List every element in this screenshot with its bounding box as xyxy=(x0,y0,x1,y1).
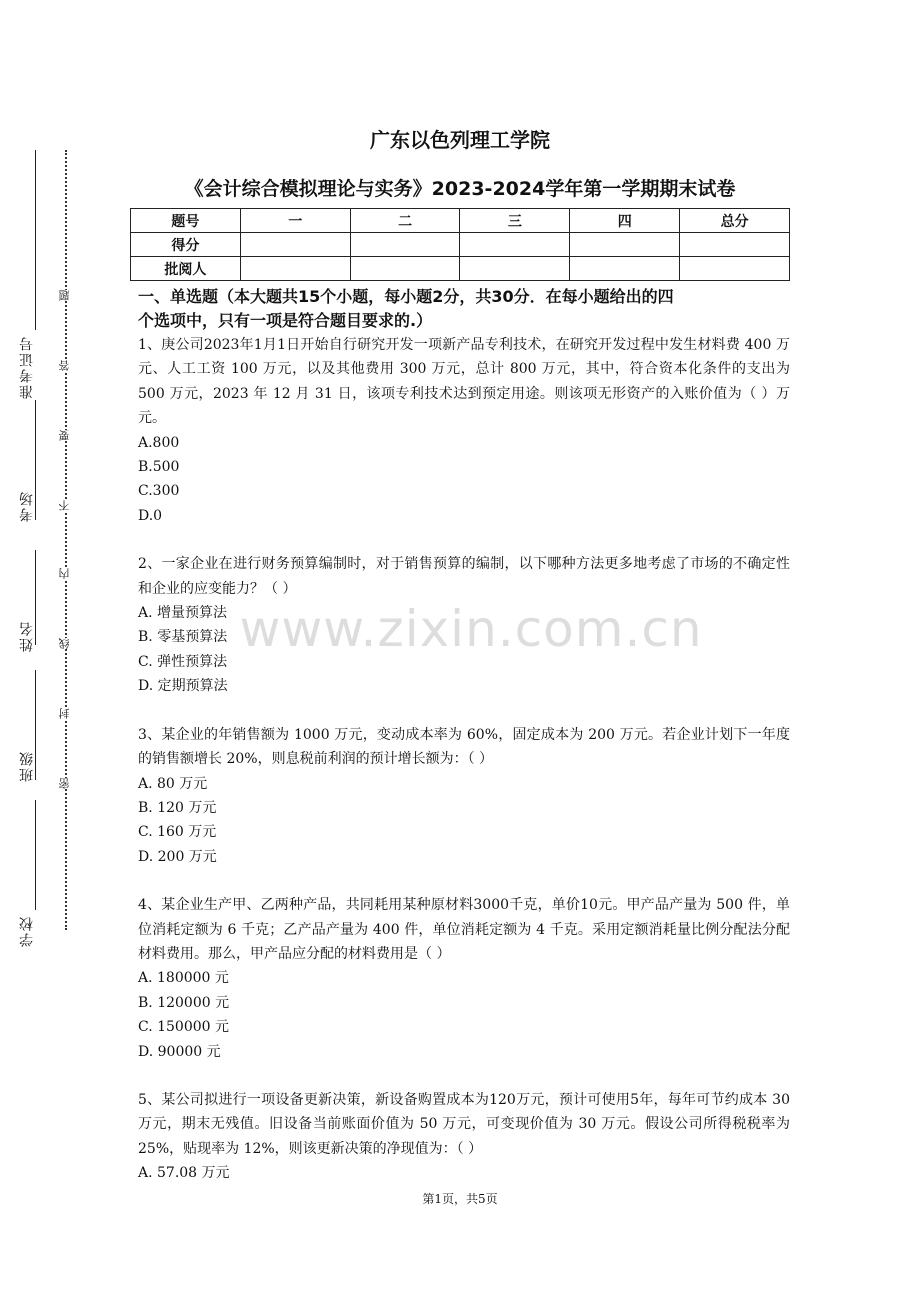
table-cell xyxy=(240,233,350,257)
option-c: C. 150000 元 xyxy=(138,1019,230,1036)
table-cell xyxy=(680,257,790,281)
margin-underline xyxy=(35,400,36,520)
table-cell xyxy=(570,233,680,257)
school-name: 广东以色列理工学院 xyxy=(370,128,550,152)
binding-margin xyxy=(0,150,90,950)
margin-field-exam-room xyxy=(12,490,42,522)
table-row xyxy=(131,209,790,233)
table-cell: 批阅人 xyxy=(131,257,241,281)
margin-underline xyxy=(35,670,36,780)
spacer xyxy=(138,869,790,893)
option-a: A. 增量预算法 xyxy=(138,605,228,622)
table-cell xyxy=(570,257,680,281)
seal-char: 线 xyxy=(58,638,74,649)
section-title-line: 个选项中，只有一项是符合题目要求的.） xyxy=(138,311,433,330)
table-row xyxy=(131,257,790,281)
option-d: D.0 xyxy=(138,507,163,524)
option-b: B.500 xyxy=(138,459,180,476)
seal-char: 答 xyxy=(58,360,74,371)
seal-char: 封 xyxy=(58,708,74,719)
margin-label: 姓名 xyxy=(19,620,35,652)
spacer xyxy=(138,1064,790,1088)
table-cell xyxy=(460,257,570,281)
seal-dotted-line xyxy=(65,150,67,930)
question-stem: 2、一家企业在进行财务预算编制时，对于销售预算的编制，以下哪种方法更多地考虑了市场的不确定性和企业的应变能力？（ ） xyxy=(138,556,790,597)
section-title-line: 一、单选题（本大题共15个小题，每小题2分，共30分．在每小题给出的四 xyxy=(138,287,674,306)
margin-underline xyxy=(35,550,36,645)
option-b: B. 120000 元 xyxy=(138,994,230,1011)
margin-label: 学校 xyxy=(19,915,35,947)
table-cell: 二 xyxy=(350,209,460,233)
table-cell xyxy=(240,257,350,281)
question-1 xyxy=(138,333,790,528)
seal-char: 题 xyxy=(58,290,74,301)
seal-char: 内 xyxy=(58,568,74,579)
table-cell: 一 xyxy=(240,209,350,233)
margin-field-name xyxy=(12,620,42,652)
table-cell xyxy=(350,233,460,257)
option-a: A. 180000 元 xyxy=(138,970,229,987)
margin-field-exam-number xyxy=(12,335,42,399)
table-cell xyxy=(460,233,570,257)
question-5 xyxy=(138,1088,790,1186)
margin-label: 考场 xyxy=(19,490,35,522)
score-table xyxy=(130,208,790,281)
seal-char: 不 xyxy=(58,500,74,511)
margin-underline xyxy=(35,800,36,910)
table-cell xyxy=(680,233,790,257)
question-stem: 5、某公司拟进行一项设备更新决策，新设备购置成本为120万元，预计可使用5年，每年可节约成本 30 万元，期末无残值。旧设备当前账面价值为 50 万元，可变现价值为 30 万元。假设公司所得税税率为 25%，贴现率为 12%，则该更新决策的净现值为：（ ） xyxy=(138,1091,790,1157)
option-d: D. 90000 元 xyxy=(138,1043,221,1060)
table-cell xyxy=(350,257,460,281)
option-a: A.800 xyxy=(138,434,180,451)
option-b: B. 120 万元 xyxy=(138,799,217,816)
option-c: C.300 xyxy=(138,483,180,500)
watermark: www.zixin.com.cn xyxy=(239,600,703,658)
question-3 xyxy=(138,723,790,869)
table-row xyxy=(131,233,790,257)
margin-field-class xyxy=(12,750,42,782)
margin-label: 班级 xyxy=(19,750,35,782)
question-stem: 1、庚公司2023年1月1日开始自行研究开发一项新产品专利技术，在研究开发过程中发生材料费 400 万元、人工工资 100 万元，以及其他费用 300 万元，总计 800 万元，其中，符合资本化条件的支出为 500 万元，2023 年 12 月 31 日，该项专利技术达到预定用途。则该项无形资产的入账价值为（ ）万元。 xyxy=(138,337,790,427)
option-c: C. 弹性预算法 xyxy=(138,653,228,670)
spacer xyxy=(138,699,790,723)
option-b: B. 零基预算法 xyxy=(138,629,228,646)
margin-label: 准考证号 xyxy=(19,335,35,399)
table-cell: 三 xyxy=(460,209,570,233)
table-cell: 四 xyxy=(570,209,680,233)
seal-char: 要 xyxy=(58,430,74,441)
seal-char: 密 xyxy=(58,778,74,789)
page-footer: 第1页，共5页 xyxy=(422,1192,498,1206)
question-4 xyxy=(138,893,790,1064)
option-c: C. 160 万元 xyxy=(138,824,217,841)
table-cell: 总分 xyxy=(680,209,790,233)
exam-content xyxy=(138,285,790,1186)
spacer xyxy=(138,528,790,552)
option-a: A. 57.08 万元 xyxy=(138,1165,230,1182)
table-cell: 得分 xyxy=(131,233,241,257)
exam-title: 《会计综合模拟理论与实务》2023-2024学年第一学期期末试卷 xyxy=(184,178,736,200)
option-d: D. 定期预算法 xyxy=(138,678,228,695)
margin-field-school xyxy=(12,915,42,947)
question-stem: 4、某企业生产甲、乙两种产品，共同耗用某种原材料3000千克，单价10元。甲产品产量为 500 件，单位消耗定额为 6 千克；乙产品产量为 400 件，单位消耗定额为 4 千克。采用定额消耗量比例分配法分配材料费用。那么，甲产品应分配的材料费用是（ ） xyxy=(138,897,790,962)
question-stem: 3、某企业的年销售额为 1000 万元，变动成本率为 60%，固定成本为 200 万元。若企业计划下一年度的销售额增长 20%，则息税前利润的预计增长额为：（ ） xyxy=(138,726,790,768)
option-a: A. 80 万元 xyxy=(138,775,208,792)
option-d: D. 200 万元 xyxy=(138,848,217,865)
table-cell: 题号 xyxy=(131,209,241,233)
